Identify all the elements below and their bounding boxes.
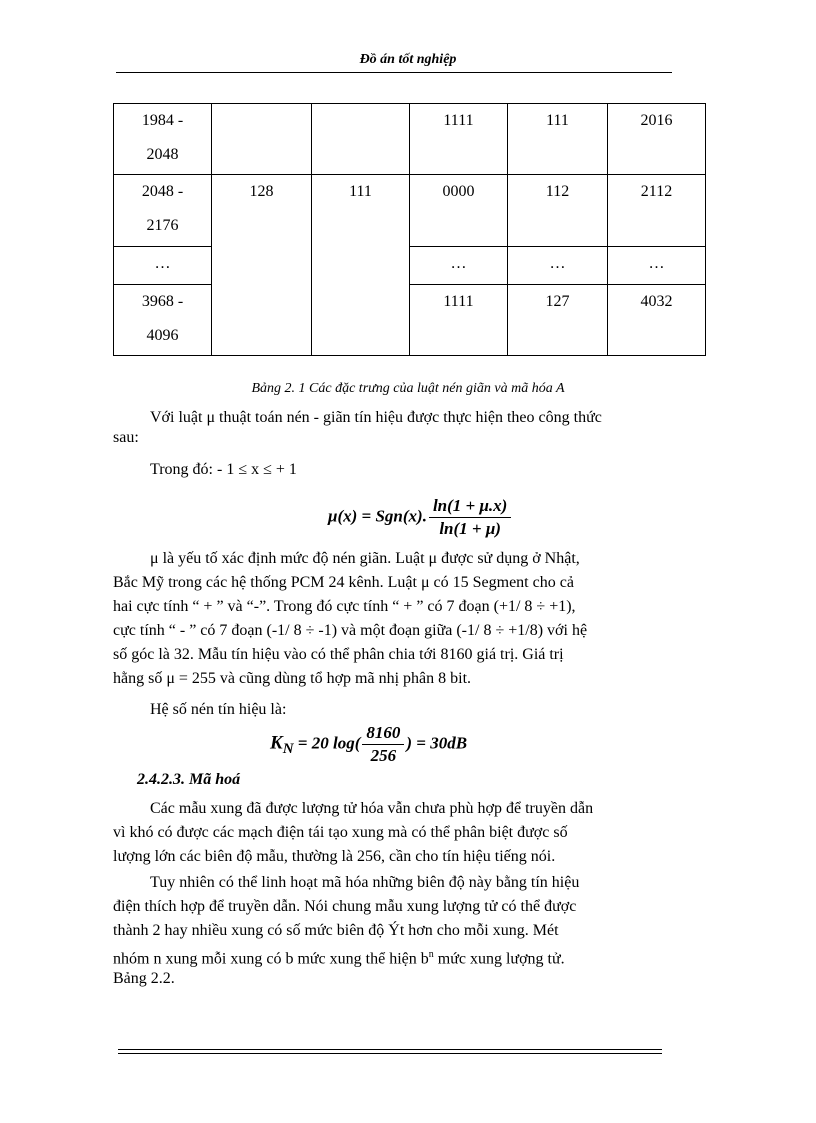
- cell-line: 2048: [146, 146, 179, 163]
- section-heading: 2.4.2.3. Mã hoá: [137, 771, 241, 788]
- table-cell: [114, 285, 212, 356]
- compression-table: [113, 103, 706, 356]
- header-rule: [116, 72, 672, 73]
- table-cell: [312, 104, 410, 175]
- fraction-numerator: ln(1 + μ.x): [429, 496, 511, 518]
- table-cell: 2016: [608, 104, 706, 175]
- footer-rule: [118, 1049, 662, 1050]
- paragraph-line: Hệ số nén tín hiệu là:: [150, 701, 287, 718]
- paragraph-line: số góc là 32. Mẫu tín hiệu vào có thể phân chia tới 8160 giá trị. Giá trị: [113, 646, 564, 663]
- formula-fraction: [429, 496, 511, 539]
- table-cell: 1111: [410, 104, 508, 175]
- paragraph-line: hằng số μ = 255 và cũng dùng tổ hợp mã nhị phân 8 bit.: [113, 670, 472, 687]
- table-cell: 127: [508, 285, 608, 356]
- table-cell: 0000: [410, 175, 508, 247]
- compression-ratio-formula: [270, 723, 467, 766]
- text-segment: mức xung lượng tử.: [433, 950, 565, 968]
- formula-lhs: μ(x) = Sgn(x).: [328, 506, 427, 526]
- table-caption: Bảng 2. 1 Các đặc trưng của luật nén giãn và mã hóa A: [251, 381, 565, 396]
- superscript-n: n: [428, 949, 434, 960]
- table-cell: 111: [508, 104, 608, 175]
- table-cell: [114, 104, 212, 175]
- table-cell: 2112: [608, 175, 706, 247]
- formula-rhs: ) = 30dB: [406, 733, 468, 753]
- table-cell: 1111: [410, 285, 508, 356]
- table-row: [114, 247, 706, 285]
- formula-k: K: [270, 732, 283, 754]
- paragraph-line: vì khó có được các mạch điện tái tạo xung mà có thể phân biệt được số: [113, 824, 568, 841]
- paragraph-line: Trong đó: - 1 ≤ x ≤ + 1: [150, 461, 297, 478]
- table-cell: …: [508, 247, 608, 285]
- table-row: [114, 104, 706, 175]
- cell-line: 2176: [146, 217, 179, 234]
- table-cell: 111: [312, 175, 410, 356]
- cell-line: 3968 -: [141, 293, 184, 310]
- table-row: [114, 285, 706, 356]
- paragraph-line: lượng lớn các biên độ mẫu, thường là 256, cần cho tín hiệu tiếng nói.: [113, 848, 556, 865]
- table-row: [114, 175, 706, 247]
- fraction-denominator: ln(1 + μ): [439, 519, 501, 538]
- footer-rule: [118, 1053, 662, 1054]
- paragraph-line: Bảng 2.2.: [113, 970, 175, 987]
- table-cell: [114, 175, 212, 247]
- table-cell: …: [410, 247, 508, 285]
- page-header-title: Đồ án tốt nghiệp: [359, 52, 457, 67]
- fraction-denominator: 256: [370, 746, 397, 765]
- cell-line: 2048 -: [141, 183, 184, 200]
- paragraph-line: Bắc Mỹ trong các hệ thống PCM 24 kênh. Luật μ có 15 Segment cho cả: [113, 574, 574, 591]
- mu-law-formula: [328, 496, 513, 539]
- table-cell: 128: [212, 175, 312, 356]
- paragraph-line: sau:: [113, 429, 139, 446]
- paragraph-line: hai cực tính “ + ” và “-”. Trong đó cực tính “ + ” có 7 đoạn (+1/ 8 ÷ +1),: [113, 598, 576, 615]
- paragraph-line: điện thích hợp để truyền dẫn. Nói chung mẫu xung lượng tử có thể được: [113, 898, 577, 915]
- paragraph-line: cực tính “ - ” có 7 đoạn (-1/ 8 ÷ -1) và một đoạn giữa (-1/ 8 ÷ +1/8) với hệ: [113, 622, 588, 639]
- formula-fraction: [362, 723, 404, 766]
- formula-k-subscript: N: [282, 740, 294, 757]
- table-cell: …: [114, 247, 212, 285]
- table-cell: 4032: [608, 285, 706, 356]
- paragraph-line: Với luật μ thuật toán nén - giãn tín hiệu được thực hiện theo công thức: [150, 409, 602, 426]
- paragraph-line: Các mẫu xung đã được lượng tử hóa vẫn chưa phù hợp để truyền dẫn: [150, 800, 594, 817]
- table-cell: [212, 104, 312, 175]
- cell-line: 4096: [146, 327, 179, 344]
- table-cell: 112: [508, 175, 608, 247]
- paragraph-line: [113, 945, 683, 969]
- paragraph-line: thành 2 hay nhiều xung có số mức biên độ Ýt hơn cho mỗi xung. Mét: [113, 922, 559, 939]
- paragraph-line: Tuy nhiên có thể linh hoạt mã hóa những biên độ này bằng tín hiệu: [150, 874, 580, 891]
- formula-eq: = 20 log(: [293, 733, 361, 753]
- cell-line: 1984 -: [141, 112, 184, 129]
- table-cell: …: [608, 247, 706, 285]
- paragraph-line: μ là yếu tố xác định mức độ nén giãn. Luật μ được sử dụng ở Nhật,: [150, 550, 580, 567]
- fraction-numerator: 8160: [362, 723, 404, 745]
- text-segment: nhóm n xung mỗi xung có b mức xung thể hiện b: [113, 950, 429, 968]
